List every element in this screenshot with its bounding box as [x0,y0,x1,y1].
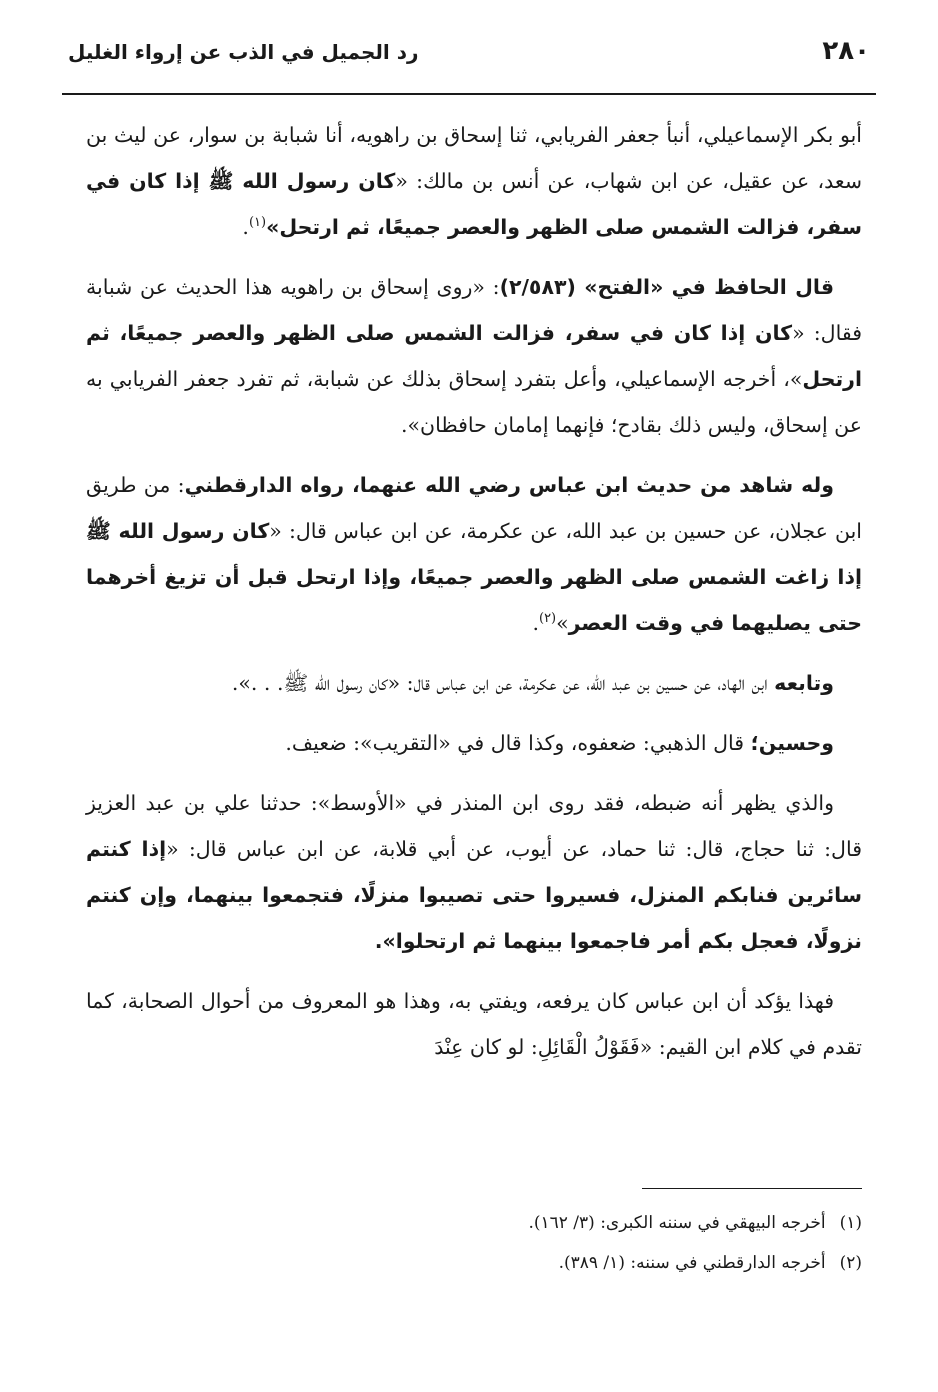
footnote-number: (١) [839,1213,862,1233]
footnote-ref-2[interactable]: (٢) [538,611,557,627]
footnotes [86,1203,862,1283]
footnote-number: (٢) [839,1253,862,1273]
paragraph-5: وحسين؛ قال الذهبي: ضعفوه، وكذا قال في «التقريب»: ضعيف. [285,731,834,755]
footnote-text: أخرجه الدارقطني في سننه: (١/ ٣٨٩). [558,1253,826,1273]
citation-heading: قال الحافظ في «الفتح» (٢/٥٨٣) [499,275,834,299]
hadith-quote: كان رسول الله ﷺ إذا زاغت الشمس صلى الظهر والعصر جميعًا، وإذا ارتحل قبل أن تزيغ أخرهما حتى يصليهما في وقت العصر [86,519,862,635]
paragraph-1: أبو بكر الإسماعيلي، أنبأ جعفر الفريابي، ثنا إسحاق بن راهويه، أنا شبابة بن سوار، عن ليث بن سعد، عن عقيل، عن ابن شهاب، عن أنس بن مالك: «كان رسول الله ﷺ إذا كان في سفر، فزالت الشمس صلى الظهر والعصر جميعًا، ثم ارتحل»$^{(١)}$. [86,123,862,239]
main-text [86,112,862,1084]
hadith-quote: كان رسول الله ﷺ إذا كان في سفر، فزالت الشمس صلى الظهر والعصر جميعًا، ثم ارتحل [86,169,862,239]
hadith-quote: كان إذا كان في سفر، فزالت الشمس صلى الظهر والعصر جميعًا، ثم ارتحل [86,321,862,391]
paragraph-3: وله شاهد من حديث ابن عباس رضي الله عنهما، رواه الدارقطني: من طريق ابن عجلان، عن حسين بن عبد الله، عن عكرمة، عن ابن عباس قال: «كان رسول الله ﷺ إذا زاغت الشمس صلى الظهر والعصر جميعًا، وإذا ارتحل قبل أن تزيغ أخرهما حتى يصليهما في وقت العصر»$^{(٢)}$. [86,473,862,635]
footnote-1 [86,1203,862,1243]
paragraph-6: والذي يظهر أنه ضبطه، فقد روى ابن المنذر في «الأوسط»: حدثنا علي بن عبد العزيز قال: ثنا حجاج، قال: ثنا حماد، عن أيوب، عن أبي قلابة، عن ابن عباس قال: «إذا كنتم سائرين فنابكم المنزل، فسيروا حتى تصيبوا منزلًا، فتجمعوا بينهما، وإن كنتم نزولًا، فعجل بكم أمر فاجمعوا بينهما ثم ارتحلوا». [86,791,862,953]
page-number: ٢٨٠ [822,36,870,66]
header-rule [62,93,876,95]
footnote-ref-1[interactable]: (١) [248,215,267,231]
footnote-2 [86,1243,862,1283]
hadith-quote: إذا كنتم سائرين فنابكم المنزل، فسيروا حتى تصيبوا منزلًا، فتجمعوا بينهما، وإن كنتم نزولًا، فعجل بكم أمر فاجمعوا بينهما ثم ارتحلوا [86,837,862,953]
running-title: رد الجميل في الذب عن إرواء الغليل [68,40,419,64]
footnote-rule [642,1188,862,1189]
citation-heading: وله شاهد من حديث ابن عباس رضي الله عنهما، رواه الدارقطني [184,473,834,497]
paragraph-2: قال الحافظ في «الفتح» (٢/٥٨٣): «روى إسحاق بن راهويه هذا الحديث عن شبابة فقال: «كان إذا كان في سفر، فزالت الشمس صلى الظهر والعصر جميعًا، ثم ارتحل»، أخرجه الإسماعيلي، وأعل بتفرد إسحاق بذلك عن شبابة، ثم تفرد جعفر الفريابي به عن إسحاق، وليس ذلك بقادح؛ فإنهما إمامان حافظان». [86,275,862,437]
paragraph-7: فهذا يؤكد أن ابن عباس كان يرفعه، ويفتي به، وهذا هو المعروف من أحوال الصحابة، كما تقدم في كلام ابن القيم: «فَقَوْلُ الْقَائِلِ: لو كان عِنْدَ [86,989,862,1059]
page-header [62,32,876,92]
footnote-text: أخرجه البيهقي في سننه الكبرى: (٣/ ١٦٢). [528,1213,826,1233]
paragraph-4: وتابعه ابن الهاد، عن حسين بن عبد الله، عن عكرمة، عن ابن عباس قال: «كان رسول الله ﷺ. . .». [231,671,834,695]
